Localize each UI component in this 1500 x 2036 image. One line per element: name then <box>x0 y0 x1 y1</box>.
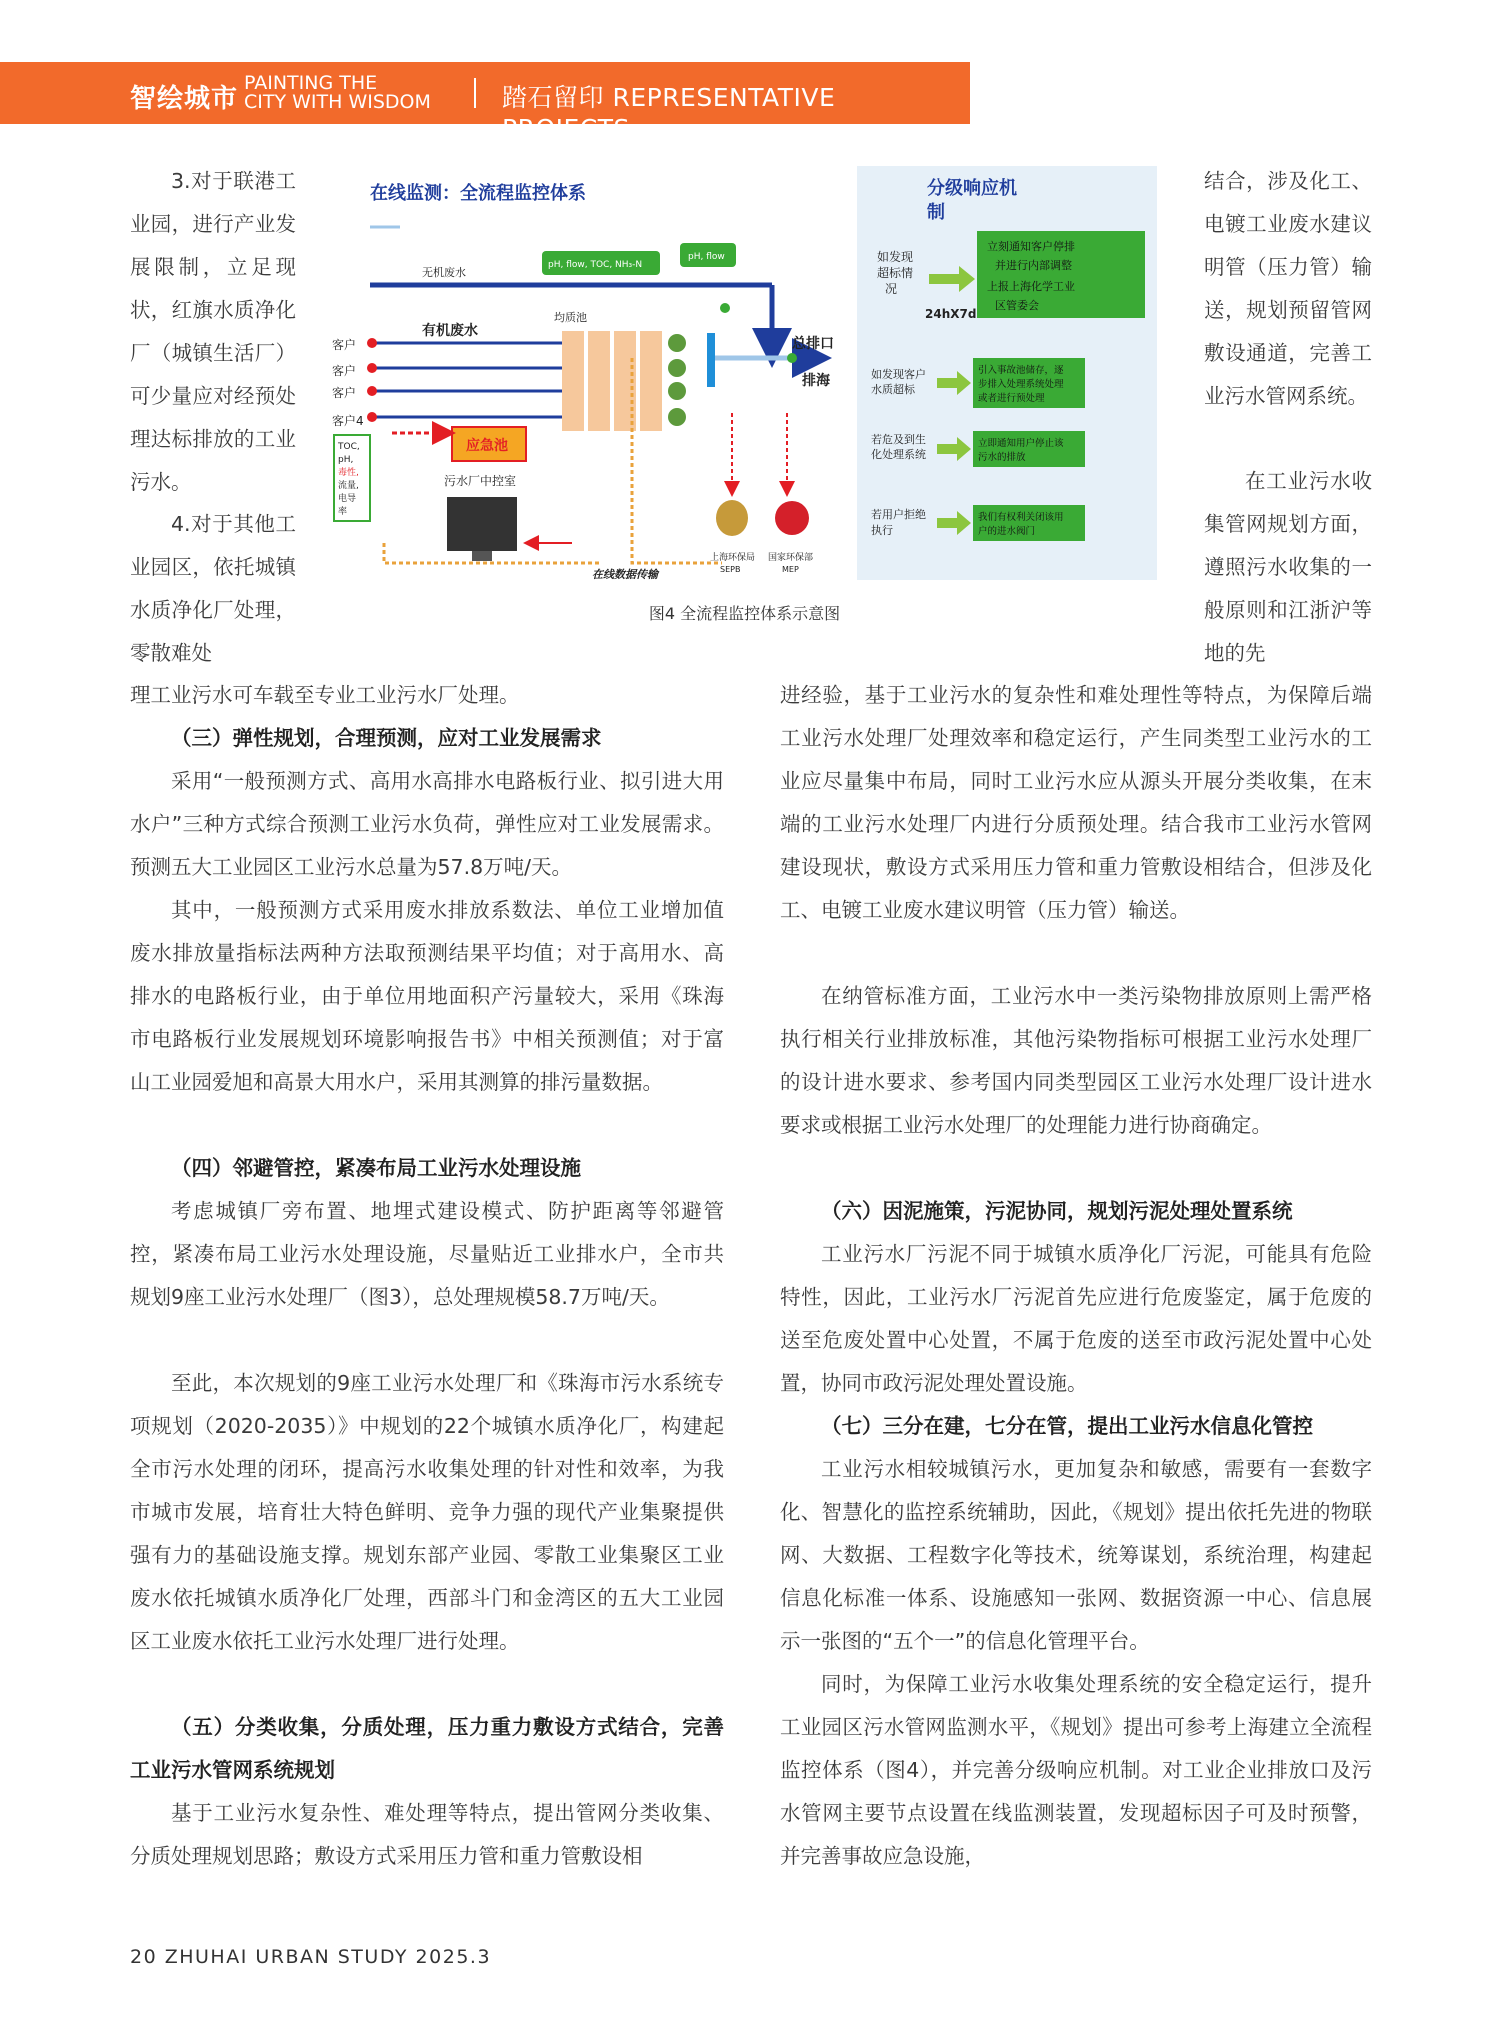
magazine-column-en <box>244 74 431 112</box>
resp3-action-1: 立即通知用户停止该 <box>978 438 1064 449</box>
resp1-action-2: 并进行内部调整 <box>995 259 1072 272</box>
resp4-action-1: 我们有权利关闭该用 <box>978 512 1064 523</box>
param-4: 流量, <box>338 481 359 491</box>
section-heading-6: （六）因泥施策，污泥协同，规划污泥处理处置系统 <box>821 1199 1293 1223</box>
right-paragraph-continued: 进经验，基于工业污水的复杂性和难处理性等特点，为保障后端工业污水处理厂处理效率和稳定运行，产生同类型工业污水的工业应尽量集中布局，同时工业污水应从源头开展分类收集，在末端的工业污水处理厂内进行分质预处理。结合我市工业污水管网建设现状，敷设方式采用压力管和重力管敷设相结合，但涉及化工、电镀工业废水建议明管（压力管）输送。 <box>780 683 1372 922</box>
monitor-screen <box>447 497 517 551</box>
left-paragraph-4b: 至此，本次规划的9座工业污水处理厂和《珠海市污水系统专项规划（2020-2035）》中规划的22个城镇水质净化厂，构建起全市污水处理的闭环，提高污水收集处理的针对性和效率，为我市城市发展，培育壮大特色鲜明、竞争力强的现代产业集聚提供强有力的基础设施支撑。规划东部产业园、零散工业集聚区工业废水依托城镇水质净化厂处理，西部斗门和金湾区的五大工业园区工业废水依托工业污水处理厂进行处理。 <box>130 1371 724 1653</box>
customer-valves <box>367 338 377 422</box>
emergency-pool-label: 应急池 <box>466 438 508 454</box>
page-footer: 20 ZHUHAI URBAN STUDY 2025.3 <box>130 1946 492 1968</box>
left-wrap-paragraph-1: 3.对于联港工业园，进行产业发展限制，立足现状，红旗水质净化厂（城镇生活厂）可少量应对经预处理达标排放的工业污水。 <box>130 169 296 494</box>
sepb-label: 上海环保局 <box>710 553 756 563</box>
right-wrap-paragraph-2: 在工业污水收集管网规划方面，遵照污水收集的一般原则和江浙沪等地的先 <box>1204 469 1372 665</box>
param-3: 毒性, <box>338 468 359 478</box>
header-divider <box>474 78 476 108</box>
equalization-label: 均质池 <box>554 311 587 324</box>
resp1-action-3: 上报上海化学工业 <box>987 280 1075 293</box>
resp1-arrow <box>929 266 975 292</box>
customer-4: 客户4 <box>332 414 364 428</box>
resp2-arrow <box>937 371 971 395</box>
resp2-action-3: 或者进行预处理 <box>978 393 1045 404</box>
section-heading-4: （四）邻避管控，紧凑布局工业污水处理设施 <box>171 1156 581 1180</box>
param-5: 电导 <box>338 494 357 504</box>
figure-caption: 图4 全流程监控体系示意图 <box>648 604 841 623</box>
resp1-cond-3: 况 <box>885 282 898 296</box>
section-title: 踏石留印 REPRESENTATIVE PROJECTS <box>502 83 836 143</box>
inorganic-label: 无机废水 <box>422 266 466 279</box>
section-heading-5: （五）分类收集，分质处理，压力重力敷设方式结合，完善工业污水管网系统规划 <box>130 1715 724 1782</box>
sensor-1-label: pH, flow, TOC, NH₃-N <box>548 260 643 270</box>
right-wrap-paragraph-1: 结合，涉及化工、电镀工业废水建议明管（压力管）输送，规划预留管网敷设通道，完善工业污水管网系统。 <box>1204 169 1372 408</box>
left-paragraph-5: 基于工业污水复杂性、难处理等特点，提出管网分类收集、分质处理规划思路；敷设方式采用压力管和重力管敷设相 <box>130 1801 724 1868</box>
right-paragraph-7b: 同时，为保障工业污水收集处理系统的安全稳定运行，提升工业园区污水管网监测水平，《规划》提出可参考上海建立全流程监控体系（图4），并完善分级响应机制。对工业企业排放口及污水管网主要节点设置在线监测装置，发现超标因子可及时预警，并完善事故应急设施， <box>780 1672 1372 1868</box>
column-en-line2: CITY WITH WISDOM <box>244 91 431 113</box>
resp2-cond-1: 如发现客户 <box>871 368 926 381</box>
left-wrap-paragraph-2: 4.对于其他工业园区，依托城镇水质净化厂处理，零散难处 <box>130 512 296 665</box>
response-mechanism-panel <box>857 166 1157 580</box>
resp4-action-2: 户的进水阀门 <box>978 526 1036 537</box>
online-data-label: 在线数据传输 <box>592 568 658 581</box>
outlet-label: 总排口 <box>792 336 834 352</box>
response-diagram-svg <box>857 166 1157 580</box>
customer-3: 客户 <box>332 386 357 400</box>
resp1-time: 24hX7d <box>925 307 977 321</box>
resp3-action-2: 污水的排放 <box>978 452 1026 463</box>
resp3-cond-1: 若危及到生 <box>871 433 926 446</box>
process-units <box>668 334 686 426</box>
sensor-node-2 <box>787 353 797 363</box>
mep-label: 国家环保部 <box>768 553 814 563</box>
section-heading-3: （三）弹性规划，合理预测，应对工业发展需求 <box>171 726 602 750</box>
column-en-line1: PAINTING THE <box>244 72 378 94</box>
resp2-action-2: 步排入处理系统处理 <box>978 379 1064 390</box>
mep-en-label: MEP <box>782 565 799 574</box>
diagram-title: 在线监测：全流程监控体系 <box>370 183 586 204</box>
mep-emblem <box>775 501 809 535</box>
collector-pipe <box>707 333 715 387</box>
monitoring-diagram <box>332 163 852 588</box>
param-6: 率 <box>338 507 348 517</box>
left-paragraph-3b: 其中，一般预测方式采用废水排放系数法、单位工业增加值废水排放量指标法两种方法取预测结果平均值；对于高用水、高排水的电路板行业，由于单位用地面积产污量较大，采用《珠海市电路板行业发展规划环境影响报告书》中相关预测值；对于富山工业园爱旭和高景大用水户，采用其测算的排污量数据。 <box>130 898 724 1094</box>
left-paragraph-4a: 考虑城镇厂旁布置、地埋式建设模式、防护距离等邻避管控，紧凑布局工业污水处理设施，尽量贴近工业排水户，全市共规划9座工业污水处理厂（图3），总处理规模58.7万吨/天。 <box>130 1199 724 1309</box>
customer-2: 客户 <box>332 364 357 378</box>
param-1: TOC, <box>338 442 360 452</box>
figure-4 <box>332 163 1157 588</box>
response-title-1: 分级响应机 <box>927 178 1017 199</box>
right-paragraph-6: 工业污水厂污泥不同于城镇水质净化厂污泥，可能具有危险特性，因此，工业污水厂污泥首先应进行危废鉴定，属于危废的送至危废处置中心处置，不属于危废的送至市政污泥处置中心处置，协同市政污泥处理处置设施。 <box>780 1242 1372 1395</box>
right-paragraph-standard: 在纳管标准方面，工业污水中一类污染物排放原则上需严格执行相关行业排放标准，其他污染物指标可根据工业污水处理厂的设计进水要求、参考国内同类型园区工业污水处理厂设计进水要求或根据工业污水处理厂的处理能力进行协商确定。 <box>780 984 1372 1137</box>
resp4-cond-1: 若用户拒绝 <box>871 508 926 521</box>
customer-1: 客户 <box>332 338 357 352</box>
left-paragraph-continued: 理工业污水可车载至专业工业污水厂处理。 <box>130 683 520 707</box>
resp1-cond-1: 如发现 <box>877 250 914 264</box>
sepb-en-label: SEPB <box>720 565 741 574</box>
sepb-emblem <box>716 500 748 536</box>
response-title-2: 制 <box>927 202 945 223</box>
equalization-tanks <box>562 331 662 431</box>
resp4-arrow <box>937 511 971 535</box>
discharge-label: 排海 <box>802 373 830 389</box>
resp1-action-4: 区管委会 <box>995 299 1039 312</box>
sensor-node-1 <box>720 303 730 313</box>
resp1-cond-2: 超标情 <box>877 266 914 280</box>
monitoring-diagram-svg <box>332 163 852 588</box>
magazine-column-cn: 智绘城市 <box>130 84 239 114</box>
customer-flow-lines <box>370 343 562 417</box>
section-heading-7: （七）三分在建，七分在管，提出工业污水信息化管控 <box>821 1414 1313 1438</box>
param-2: pH, <box>338 455 354 465</box>
sensor-2-label: pH, flow <box>688 252 725 262</box>
header-bar <box>0 62 970 143</box>
resp1-action-1: 立刻通知客户停排 <box>987 240 1075 253</box>
resp2-cond-2: 水质超标 <box>871 383 915 396</box>
resp2-action-1: 引入事故池储存，逐 <box>978 365 1064 376</box>
right-paragraph-7a: 工业污水相较城镇污水，更加复杂和敏感，需要有一套数字化、智慧化的监控系统辅助，因此，《规划》提出依托先进的物联网、大数据、工程数字化等技术，统筹谋划，系统治理，构建起信息化标准一体系、设施感知一张网、数据资源一中心、信息展示一张图的“五个一”的信息化管理平台。 <box>780 1457 1372 1653</box>
left-paragraph-3a: 采用“一般预测方式、高用水高排水电路板行业、拟引进大用水户”三种方式综合预测工业污水负荷，弹性应对工业发展需求。预测五大工业园区工业污水总量为57.8万吨/天。 <box>130 769 724 879</box>
resp4-cond-2: 执行 <box>871 524 893 537</box>
resp3-arrow <box>937 437 971 461</box>
organic-label: 有机废水 <box>422 323 478 339</box>
control-room-label: 污水厂中控室 <box>444 474 517 488</box>
monitor-stand <box>472 551 492 561</box>
resp3-cond-2: 化处理系统 <box>871 448 926 461</box>
